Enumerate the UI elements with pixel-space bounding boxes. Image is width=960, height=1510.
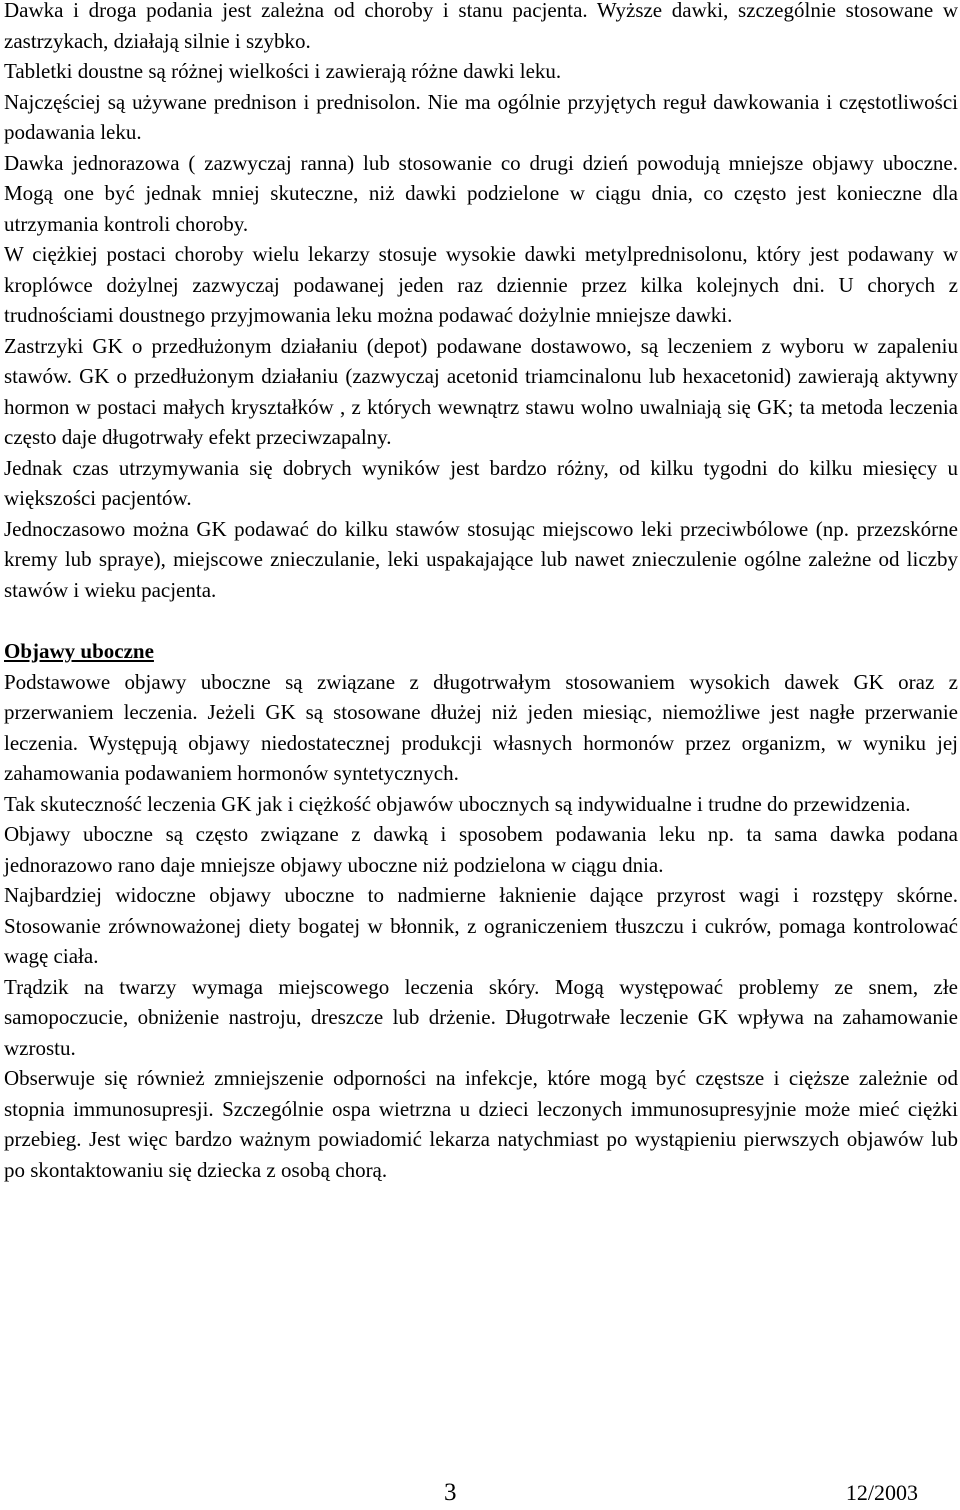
paragraph-severe-form: W ciężkiej postaci choroby wielu lekarzy stosuje wysokie dawki metylprednisolonu, który jest podawany w kroplówce dożylnej zazwyczaj podawanej jeden raz dziennie przez kilka kolejnych dni. U chorych z trudnościami doustnego przyjmowania leku można podawać dożylnie mniejsze dawki. [4,242,958,327]
section-heading-side-effects: Objawy uboczne [4,639,154,663]
paragraph-dose-related: Objawy uboczne są często związane z dawką i sposobem podawania leku np. ta sama dawka podana jednorazowo rano daje mniejsze objawy uboczne niż podzielona w ciągu dnia. [4,822,958,877]
paragraph-effectiveness: Tak skuteczność leczenia GK jak i ciężkość objawów ubocznych są indywidualne i trudne do przewidzenia. [4,791,911,816]
document-page [4,0,958,1185]
paragraph-tablets: Tabletki doustne są różnej wielkości i zawierają różne dawki leku. [4,59,562,83]
paragraph-appetite: Najbardziej widoczne objawy uboczne to nadmierne łaknienie dające przyrost wagi i rozstępy skórne. Stosowanie zrównoważonej diety bogatej w błonnik, z ograniczeniem tłuszczu i cukrów, pomaga kontrolować wagę ciała. [4,883,958,968]
paragraph-injections: Zastrzyki GK o przedłużonym działaniu (depot) podawane dostawowo, są leczeniem z wyboru w zapaleniu stawów. GK o przedłużonym działaniu (zazwyczaj acetonid triamcinalonu lub hexacetonid) zawierają aktywny hormon w postaci małych kryształków , z których wewnątrz stawu wolno uwalniają się GK; ta metoda leczenia często daje długotrwały efekt przeciwzapalny. [4,333,958,449]
paragraph-acne: Trądzik na twarzy wymaga miejscowego leczenia skóry. Mogą występować problemy ze snem, złe samopoczucie, obniżenie nastroju, dreszcze lub drżenie. Długotrwałe leczenie GK wpływa na zahamowanie wzrostu. [4,974,958,1060]
document-date: 12/2003 [845,1480,918,1505]
paragraph-prednison: Najczęściej są używane prednison i prednisolon. Nie ma ogólnie przyjętych reguł dawkowania i częstotliwości podawania leku. [4,89,958,144]
paragraph-immunity: Obserwuje się również zmniejszenie odporności na infekcje, które mogą być częstsze i cięższe zależnie od stopnia immunosupresji. Szczególnie ospa wietrzna u dzieci leczonych immunosupresyjnie może mieć ciężki przebieg. Jest więc bardzo ważnym powiadomić lekarza natychmiast po wystąpieniu pierwszych objawów lub po skontaktowaniu się dziecka z osobą chorą. [4,1066,958,1182]
paragraph-basic-side-effects: Podstawowe objawy uboczne są związane z długotrwałym stosowaniem wysokich dawek GK oraz z przerwaniem leczenia. Jeżeli GK są stosowane dłużej niż jeden miesiąc, niemożliwe jest nagłe przerwanie leczenia. Występują objawy niedostatecznej produkcji własnych hormonów przez organizm, w wyniku jej zahamowania podawaniem hormonów syntetycznych. [4,669,958,785]
paragraph-multiple-joints: Jednoczasowo można GK podawać do kilku stawów stosując miejscowo leki przeciwbólowe (np. przezskórne kremy lub spraye), miejscowe znieczulanie, leki uspakajające lub nawet znieczulenie ogólne zależne od liczby stawów i wieku pacjenta. [4,516,958,602]
page-number: 3 [444,1479,457,1506]
paragraph-duration: Jednak czas utrzymywania się dobrych wyników jest bardzo różny, od kilku tygodni do kilku miesięcy u większości pacjentów. [4,455,958,510]
paragraph-dose-route: Dawka i droga podania jest zależna od choroby i stanu pacjenta. Wyższe dawki, szczególnie stosowane w zastrzykach, działają silnie i szybko. [4,0,958,53]
paragraph-single-dose: Dawka jednorazowa ( zazwyczaj ranna) lub stosowanie co drugi dzień powodują mniejsze objawy uboczne. Mogą one być jednak mniej skuteczne, niż dawki podzielone w ciągu dnia, co często jest konieczne dla utrzymania kontroli choroby. [4,150,958,236]
